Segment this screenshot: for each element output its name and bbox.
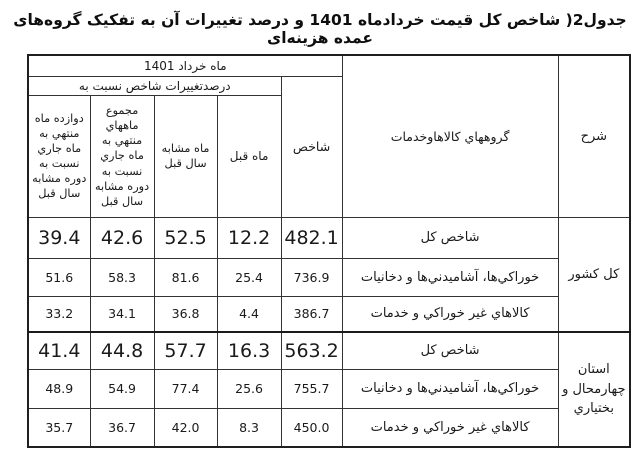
group-name-country: كل كشور xyxy=(558,217,630,332)
value-cell: 52.5 xyxy=(154,217,217,258)
value-cell: 33.2 xyxy=(28,296,90,332)
header-cell-prev-month: ماه قبل xyxy=(217,95,281,217)
value-cell: 77.4 xyxy=(154,369,217,408)
header-cell-month: ماه خرداد 1401 xyxy=(28,55,342,76)
header-row-month xyxy=(28,55,630,76)
value-cell: 36.7 xyxy=(90,408,154,447)
value-cell: 755.7 xyxy=(281,369,342,408)
row-label: كالاهاي غير خوراكي و خدمات xyxy=(342,296,558,332)
value-cell: 386.7 xyxy=(281,296,342,332)
header-cell-index: شاخص xyxy=(281,76,342,217)
value-cell: 482.1 xyxy=(281,217,342,258)
value-cell: 42.6 xyxy=(90,217,154,258)
table-row xyxy=(28,258,630,296)
table-row xyxy=(28,217,630,258)
value-cell: 48.9 xyxy=(28,369,90,408)
value-cell: 54.9 xyxy=(90,369,154,408)
row-label: شاخص كل xyxy=(342,217,558,258)
value-cell: 42.0 xyxy=(154,408,217,447)
header-cell-same-month-last-year: ماه مشابه سال قبل xyxy=(154,95,217,217)
value-cell: 81.6 xyxy=(154,258,217,296)
row-label: كالاهاي غير خوراكي و خدمات xyxy=(342,408,558,447)
table-row xyxy=(28,369,630,408)
value-cell: 36.8 xyxy=(154,296,217,332)
header-cell-twelve-months: دوازده ماه منتهي به ماه جاري نسبت به دوره مشابه سال قبل xyxy=(28,95,90,217)
group-name-province: استان چهارمحال و بختياري xyxy=(558,332,630,447)
value-cell: 41.4 xyxy=(28,332,90,369)
header-cell-sharh: شرح xyxy=(558,55,630,217)
value-cell: 34.1 xyxy=(90,296,154,332)
value-cell: 39.4 xyxy=(28,217,90,258)
table-row xyxy=(28,408,630,447)
header-cell-cumulative: مجموع ماههاي منتهي به ماه جاري نسبت به دوره مشابه سال قبل xyxy=(90,95,154,217)
value-cell: 35.7 xyxy=(28,408,90,447)
table-title: جدول2( شاخص کل قیمت خردادماه 1401 و درصد تغییرات آن به تفکیک گروه‌های عمده هزینه‌ای xyxy=(13,11,627,47)
value-cell: 51.6 xyxy=(28,258,90,296)
table-row xyxy=(28,332,630,369)
row-label: شاخص كل xyxy=(342,332,558,369)
row-label: خوراكي‌ها، آشاميدني‌ها و دخانيات xyxy=(342,258,558,296)
value-cell: 16.3 xyxy=(217,332,281,369)
value-cell: 12.2 xyxy=(217,217,281,258)
header-cell-pct-changes: درصدتغييرات شاخص نسبت به xyxy=(28,76,281,95)
row-label: خوراكي‌ها، آشاميدني‌ها و دخانيات xyxy=(342,369,558,408)
value-cell: 25.6 xyxy=(217,369,281,408)
value-cell: 8.3 xyxy=(217,408,281,447)
value-cell: 450.0 xyxy=(281,408,342,447)
price-index-table xyxy=(27,54,631,448)
table-row xyxy=(28,296,630,332)
value-cell: 736.9 xyxy=(281,258,342,296)
header-cell-groups-col: گروههاي كالاهاوخدمات xyxy=(342,55,558,217)
value-cell: 563.2 xyxy=(281,332,342,369)
value-cell: 4.4 xyxy=(217,296,281,332)
value-cell: 44.8 xyxy=(90,332,154,369)
value-cell: 58.3 xyxy=(90,258,154,296)
value-cell: 57.7 xyxy=(154,332,217,369)
value-cell: 25.4 xyxy=(217,258,281,296)
